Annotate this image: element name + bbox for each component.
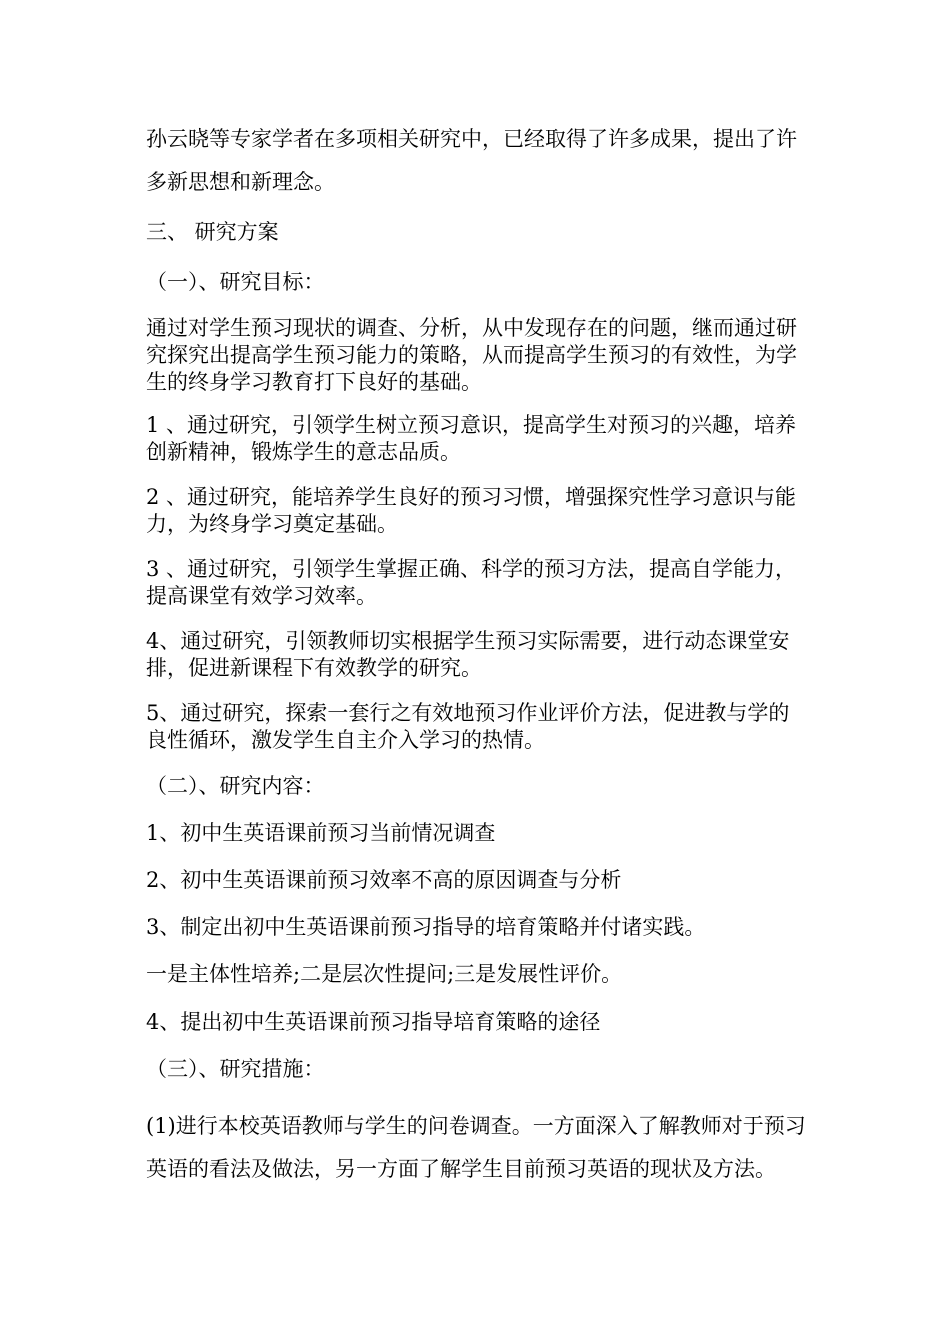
content-item-3: 3、制定出初中生英语课前预习指导的培育策略并付诸实践。 bbox=[146, 915, 706, 939]
content-item-2: 2、初中生英语课前预习效率不高的原因调查与分析 bbox=[146, 868, 622, 892]
content-item-4: 4、提出初中生英语课前预习指导培育策略的途径 bbox=[146, 1010, 601, 1034]
goal-item-3: 3 、通过研究，引领学生掌握正确、科学的预习方法，提高自学能力，提高课堂有效学习效率。 bbox=[146, 557, 797, 608]
measure-item-1: (1)进行本校英语教师与学生的问卷调查。一方面深入了解教师对于预习英语的看法及做法，另一方面了解学生目前预习英语的现状及方法。 bbox=[146, 1114, 806, 1181]
goal-item-2: 2 、通过研究，能培养学生良好的预习习惯，增强探究性学习意识与能力，为终身学习奠定基础。 bbox=[146, 485, 797, 536]
heading-research-goals: （一）、研究目标： bbox=[146, 270, 325, 294]
goal-item-4: 4、通过研究，引领教师切实根据学生预习实际需要，进行动态课堂安排，促进新课程下有效教学的研究。 bbox=[146, 629, 790, 680]
heading-research-plan: 三、 研究方案 bbox=[146, 220, 279, 244]
heading-research-measures: （三）、研究措施： bbox=[146, 1057, 325, 1081]
heading-research-content: （二）、研究内容： bbox=[146, 774, 325, 798]
paragraph-goals-summary: 通过对学生预习现状的调查、分析，从中发现存在的问题，继而通过研究探究出提高学生预习能力的策略，从而提高学生预习的有效性，为学生的终身学习教育打下良好的基础。 bbox=[146, 316, 797, 394]
content-item-3-detail: 一是主体性培养;二是层次性提问;三是发展性评价。 bbox=[146, 962, 623, 986]
goal-item-5: 5、通过研究，探索一套行之有效地预习作业评价方法，促进教与学的良性循环，激发学生自主介入学习的热情。 bbox=[146, 701, 790, 752]
paragraph-intro: 孙云晓等专家学者在多项相关研究中，已经取得了许多成果，提出了许多新思想和新理念。 bbox=[146, 127, 797, 194]
content-item-1: 1、初中生英语课前预习当前情况调查 bbox=[146, 821, 496, 845]
goal-item-1: 1 、通过研究，引领学生树立预习意识，提高学生对预习的兴趣，培养创新精神，锻炼学生的意志品质。 bbox=[146, 413, 797, 464]
